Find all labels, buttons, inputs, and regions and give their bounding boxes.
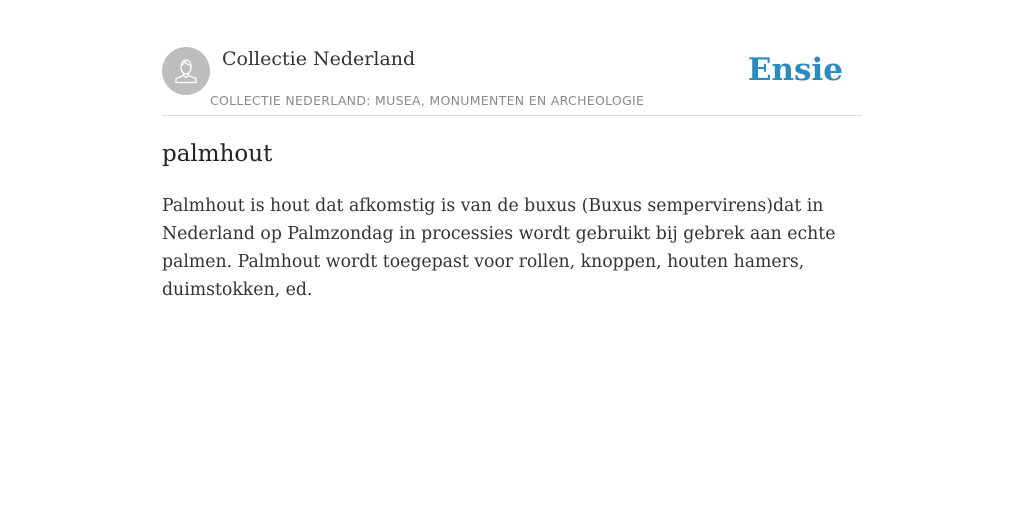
author-name[interactable]: Collectie Nederland xyxy=(222,48,416,70)
article-line: Palmhout is hout dat afkomstig is van de buxus (Buxus sempervirens)dat in xyxy=(162,196,824,216)
ensie-logo[interactable]: Ensie xyxy=(747,52,843,88)
avatar[interactable] xyxy=(162,47,210,95)
user-icon xyxy=(171,56,201,86)
article-body xyxy=(162,192,842,304)
header xyxy=(162,47,862,116)
author-description: COLLECTIE NEDERLAND: MUSEA, MONUMENTEN EN ARCHEOLOGIE xyxy=(210,93,645,108)
page-title: palmhout xyxy=(162,141,273,167)
article-line: Nederland op Palmzondag in processies wordt gebruikt bij gebrek aan echte xyxy=(162,224,836,244)
article-line: duimstokken, ed. xyxy=(162,280,313,300)
article-line: palmen. Palmhout wordt toegepast voor rollen, knoppen, houten hamers, xyxy=(162,252,805,272)
